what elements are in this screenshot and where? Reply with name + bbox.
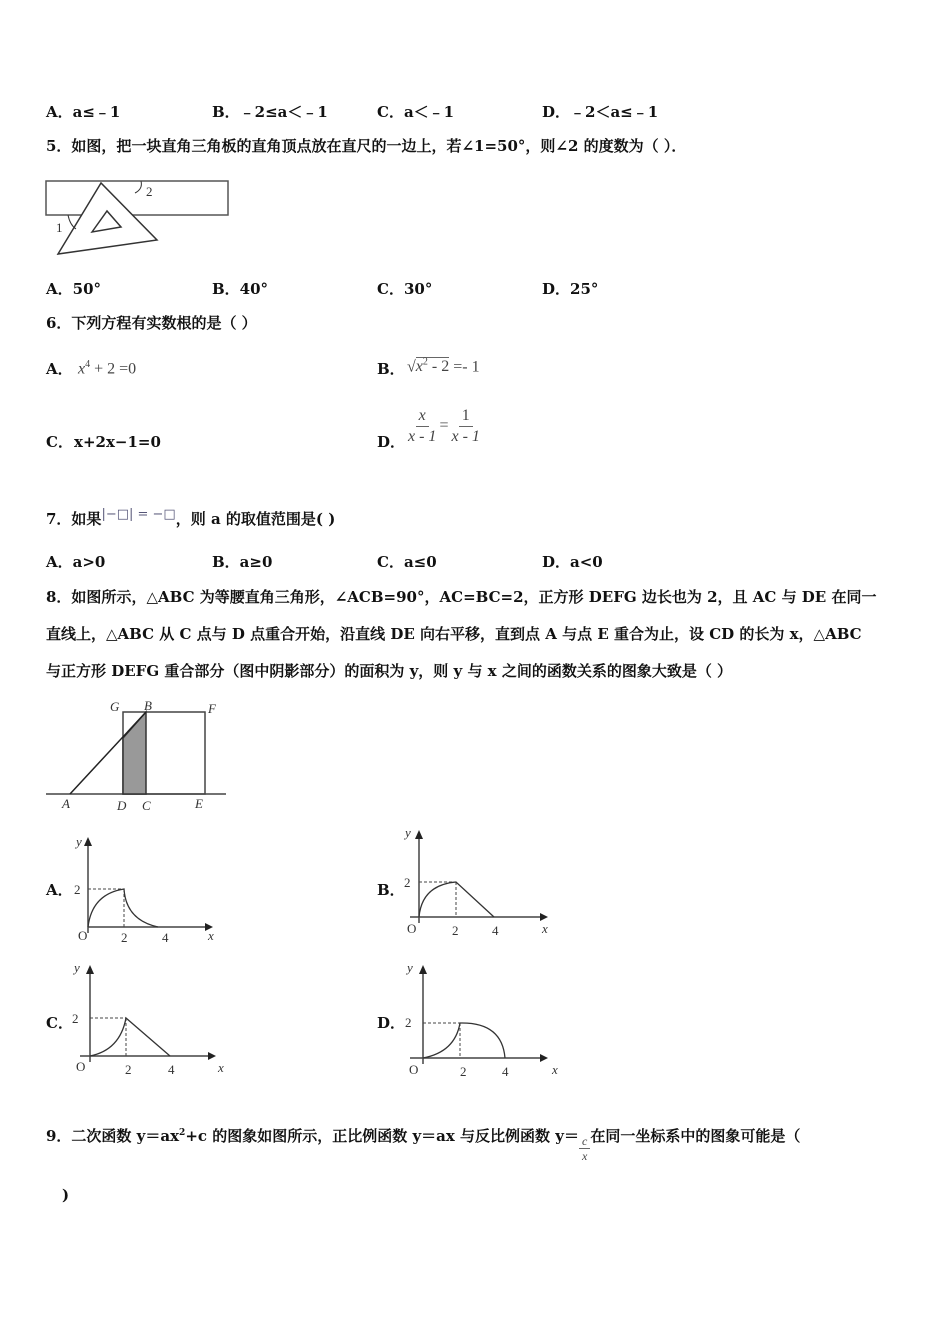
q9-text: +c 的图象如图所示，正比例函数 y＝ax 与反比例函数 y＝ [185,1127,579,1145]
q9-close-paren: ) [62,1186,70,1204]
q7-option-a: A．a>0 [46,553,106,571]
q5-option-b: B．40° [212,280,269,298]
y-tick: 2 [405,1015,412,1030]
q5-option-d: D．25° [542,280,599,298]
expr-rest: + 2 =0 [94,360,137,378]
label-c: C [142,798,151,813]
q6-label-c: C． [46,433,73,451]
y-label: y [76,834,82,849]
y-label: y [74,960,80,975]
x-tick: 4 [168,1062,175,1077]
x-axis-arrow-icon [540,1054,548,1062]
var: x [78,360,86,378]
q4-option-c: C．a＜﹣1 [377,103,455,121]
y-label: y [407,960,413,975]
y-tick: 2 [404,875,411,890]
label-a: A [62,796,70,811]
y-axis-arrow-icon [86,965,94,974]
q9-stem [46,1124,800,1163]
curve [423,1023,505,1058]
q7-suffix: ，则 a 的取值范围是( ) [175,510,336,528]
q9-text: 在同一坐标系中的图象可能是（ [590,1127,801,1145]
x-tick: 2 [121,930,128,945]
origin-label: O [407,921,417,936]
q8-option-b-label: B． [377,881,405,899]
q7-formula: |−□| = −□ [101,507,176,522]
x-tick: 2 [125,1062,132,1077]
q5-option-c: C．30° [377,280,433,298]
x-tick: 4 [502,1064,509,1079]
equals: = [439,417,449,435]
label-f: F [208,701,216,716]
q8-graph-d [405,960,570,1079]
y-axis-arrow-icon [415,830,423,839]
q9-text: 9．二次函数 y＝ax [46,1127,180,1145]
exponent: 2 [179,1128,186,1138]
x-tick: 4 [492,923,499,938]
curve [90,1018,170,1056]
x-axis-arrow-icon [208,1052,216,1060]
q4-option-a: A．a≤﹣1 [46,103,121,121]
angle1-label: 1 [56,220,63,235]
y-tick: 2 [74,882,81,897]
q4-option-d: D．﹣2＜a≤﹣1 [542,103,659,121]
q5-stem: 5．如图，把一块直角三角板的直角顶点放在直尺的一边上，若∠1=50°，则∠2 的度数为（ ）． [46,137,687,155]
q8-graph-b [404,825,560,940]
q8-stem-line-3: 与正方形 DEFG 重合部分（图中阴影部分）的面积为 y，则 y 与 x 之间的函数关系的图象大致是（ ） [46,662,733,680]
q8-option-d-label: D． [377,1014,406,1032]
denominator: x - 1 [451,428,480,445]
rhs: =- 1 [453,358,480,376]
origin-label: O [409,1062,419,1077]
sqrt-icon: √ [407,358,416,376]
q6-label-b: B． [377,360,405,378]
denominator: x [582,1149,588,1163]
denominator: x - 1 [408,428,437,445]
label-g: G [110,699,120,714]
q7-option-b: B．a≥0 [212,553,273,571]
q5-option-a: A．50° [46,280,102,298]
y-axis-arrow-icon [84,837,92,846]
q6-stem: 6．下列方程有实数根的是（ ） [46,314,257,332]
q6-label-a: A． [46,360,73,378]
radicand: $x^2 - 2$ [415,357,450,376]
q6-label-d: D． [377,433,406,451]
q6-option-c: x+2x−1=0 [74,433,161,451]
x-label: x [218,1060,224,1075]
y-label: y [405,825,411,840]
y-tick: 2 [72,1011,79,1026]
y-axis-arrow-icon [419,965,427,974]
numerator: x [416,406,429,427]
numerator: c [579,1134,590,1149]
x-tick: 2 [452,923,459,938]
angle2-label: 2 [146,184,153,199]
x-axis-arrow-icon [540,913,548,921]
x-label: x [208,928,214,943]
q8-option-c-label: C． [46,1014,73,1032]
x-label: x [542,921,548,936]
origin-label: O [78,928,88,943]
q8-option-a-label: A． [46,881,73,899]
exponent: 4 [85,359,91,370]
curve [88,889,158,927]
q4-option-b: B．﹣2≤a＜﹣1 [212,103,328,121]
q7-option-c: C．a≤0 [377,553,437,571]
label-e: E [195,796,203,811]
label-b: B [144,698,152,713]
q7-prefix: 7．如果 [46,510,102,528]
q8-stem-line-2: 直线上，△ABC 从 C 点与 D 点重合开始，沿直线 DE 向右平移，直到点 A 与点 E 重合为止，设 CD 的长为 x，△ABC [46,625,862,643]
q8-graph-a [74,830,230,945]
x-tick: 4 [162,930,169,945]
origin-label: O [76,1059,86,1074]
label-d: D [117,798,127,813]
q7-option-d: D．a<0 [542,553,603,571]
x-tick: 2 [460,1064,467,1079]
numerator: 1 [459,406,473,427]
q8-stem-line-1: 8．如图所示，△ABC 为等腰直角三角形，∠ACB=90°，AC=BC=2，正方形 DEFG 边长也为 2，且 AC 与 DE 在同一 [46,588,877,606]
x-label: x [552,1062,558,1077]
q8-graph-c [72,960,240,1078]
